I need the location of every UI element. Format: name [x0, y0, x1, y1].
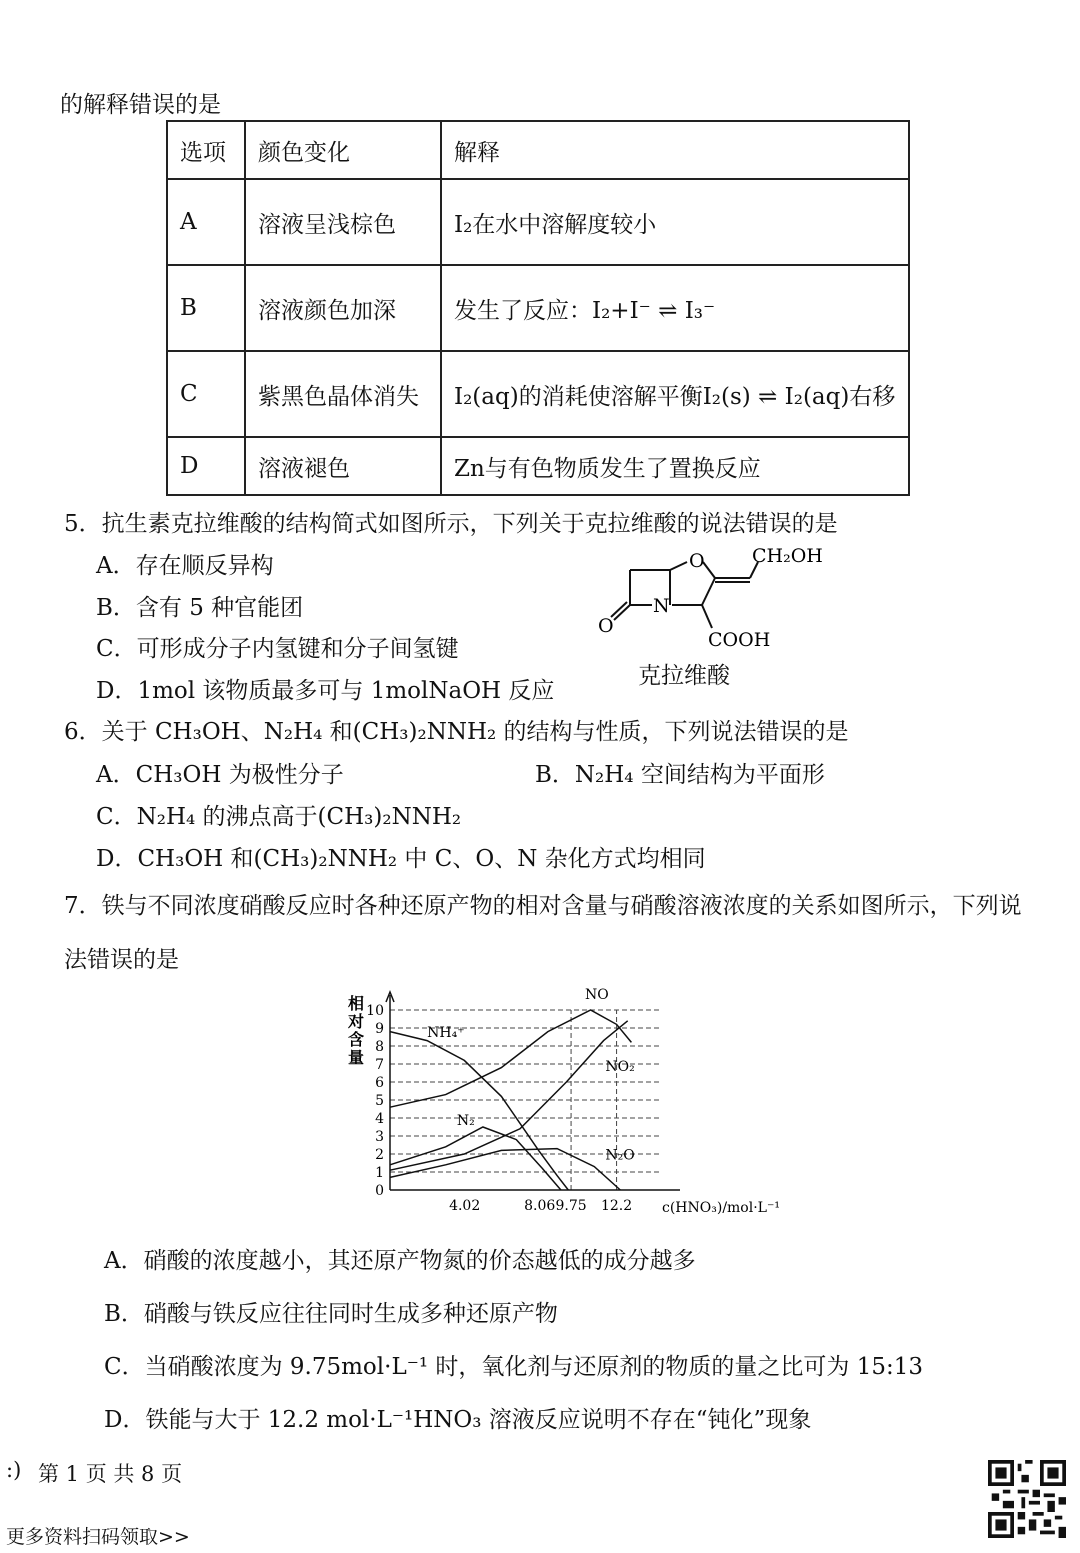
table-header: 选项: [167, 121, 245, 179]
y-axis-label: 相: [348, 994, 365, 1013]
table-cell: A: [167, 179, 245, 265]
table-row: [167, 351, 909, 437]
intro-text: 的解释错误的是: [60, 92, 221, 118]
q6-option-d: D．CH₃OH 和(CH₃)₂NNH₂ 中 C、O、N 杂化方式均相同: [96, 846, 706, 872]
table-cell: 溶液颜色加深: [245, 265, 441, 351]
q7-stem-line1: 7．铁与不同浓度硝酸反应时各种还原产物的相对含量与硝酸溶液浓度的关系如图所示，下列说: [64, 893, 1022, 919]
y-tick-label: 4: [375, 1111, 384, 1127]
x-axis-label: c(HNO₃)/mol·L⁻¹: [662, 1200, 780, 1216]
q7-option-b: B．硝酸与铁反应往往同时生成多种还原产物: [104, 1301, 558, 1327]
y-tick-label: 10: [366, 1003, 384, 1019]
q5-option-a: A．存在顺反异构: [96, 553, 274, 579]
table-cell: I₂(aq)的消耗使溶解平衡I₂(s) ⇌ I₂(aq)右移: [441, 351, 909, 437]
series-label: NO: [585, 987, 609, 1004]
table-cell: D: [167, 437, 245, 495]
table-cell: B: [167, 265, 245, 351]
series-line: [390, 1032, 568, 1190]
q5-stem: 5．抗生素克拉维酸的结构简式如图所示，下列关于克拉维酸的说法错误的是: [64, 511, 838, 537]
series-label: N₂: [456, 1113, 475, 1130]
structure-cooh: COOH: [708, 629, 771, 651]
table-row: [167, 437, 909, 495]
y-tick-label: 5: [375, 1093, 384, 1109]
y-tick-label: 2: [375, 1147, 384, 1163]
qr-code-icon[interactable]: [988, 1460, 1066, 1538]
q7-stem-line2: 法错误的是: [64, 947, 179, 973]
table-cell: 紫黑色晶体消失: [245, 351, 441, 437]
table-row: [167, 265, 909, 351]
table-cell: 溶液呈浅棕色: [245, 179, 441, 265]
series-line: [390, 1149, 620, 1190]
y-tick-label: 9: [375, 1021, 384, 1037]
series-line: [390, 1021, 628, 1170]
x-tick-label: 4.02: [449, 1198, 481, 1214]
q6-stem: 6．关于 CH₃OH、N₂H₄ 和(CH₃)₂NNH₂ 的结构与性质，下列说法错误的是: [64, 719, 849, 745]
y-tick-label: 1: [375, 1165, 384, 1181]
table-header: 解释: [441, 121, 909, 179]
q6-option-c: C．N₂H₄ 的沸点高于(CH₃)₂NNH₂: [96, 804, 462, 830]
y-tick-label: 0: [375, 1183, 384, 1199]
y-tick-label: 7: [375, 1057, 384, 1073]
more-resources-link[interactable]: 更多资料扫码领取>>: [6, 1526, 190, 1548]
structure-o-carbonyl: O: [598, 615, 614, 637]
series-label: NO₂: [605, 1059, 635, 1076]
q6-option-a: A．CH₃OH 为极性分子: [96, 762, 344, 788]
x-tick-label: 9.75: [555, 1198, 587, 1214]
table-cell: C: [167, 351, 245, 437]
y-axis-label: 含: [348, 1030, 365, 1049]
series-label: NH₄⁺: [427, 1025, 465, 1041]
reduction-products-chart: [330, 985, 800, 1215]
q7-option-a: A．硝酸的浓度越小，其还原产物氮的价态越低的成分越多: [104, 1248, 696, 1274]
q5-option-b: B．含有 5 种官能团: [96, 595, 304, 621]
q7-option-d: D．铁能与大于 12.2 mol·L⁻¹HNO₃ 溶液反应说明不存在“钝化”现象: [104, 1407, 812, 1433]
q5-option-d: D．1mol 该物质最多可与 1molNaOH 反应: [96, 678, 555, 704]
table-row: [167, 179, 909, 265]
structure-n: N: [653, 595, 670, 617]
table-cell: 发生了反应：I₂+I⁻ ⇌ I₃⁻: [441, 265, 909, 351]
table-cell: I₂在水中溶解度较小: [441, 179, 909, 265]
y-tick-label: 8: [375, 1039, 384, 1055]
y-tick-label: 3: [375, 1129, 384, 1145]
options-table: [166, 120, 910, 496]
x-tick-label: 8.06: [524, 1198, 556, 1214]
footer-left-mark: :): [6, 1458, 22, 1482]
page-number: 第 1 页 共 8 页: [38, 1462, 183, 1486]
q6-option-b: B．N₂H₄ 空间结构为平面形: [535, 762, 825, 788]
x-tick-label: 12.2: [600, 1198, 633, 1214]
series-label: N₂O: [605, 1147, 635, 1164]
table-cell: Zn与有色物质发生了置换反应: [441, 437, 909, 495]
structure-o-ring: O: [689, 550, 705, 572]
q7-option-c: C．当硝酸浓度为 9.75mol·L⁻¹ 时，氧化剂与还原剂的物质的量之比可为 15:13: [104, 1354, 923, 1380]
y-axis-label: 对: [348, 1012, 365, 1031]
structure-ch2oh: CH₂OH: [752, 545, 823, 567]
table-cell: 溶液褪色: [245, 437, 441, 495]
y-axis-label: 量: [348, 1048, 365, 1067]
y-tick-label: 6: [375, 1075, 384, 1091]
structure-caption: 克拉维酸: [638, 663, 730, 689]
q5-option-c: C．可形成分子内氢键和分子间氢键: [96, 636, 459, 662]
table-header: 颜色变化: [245, 121, 441, 179]
